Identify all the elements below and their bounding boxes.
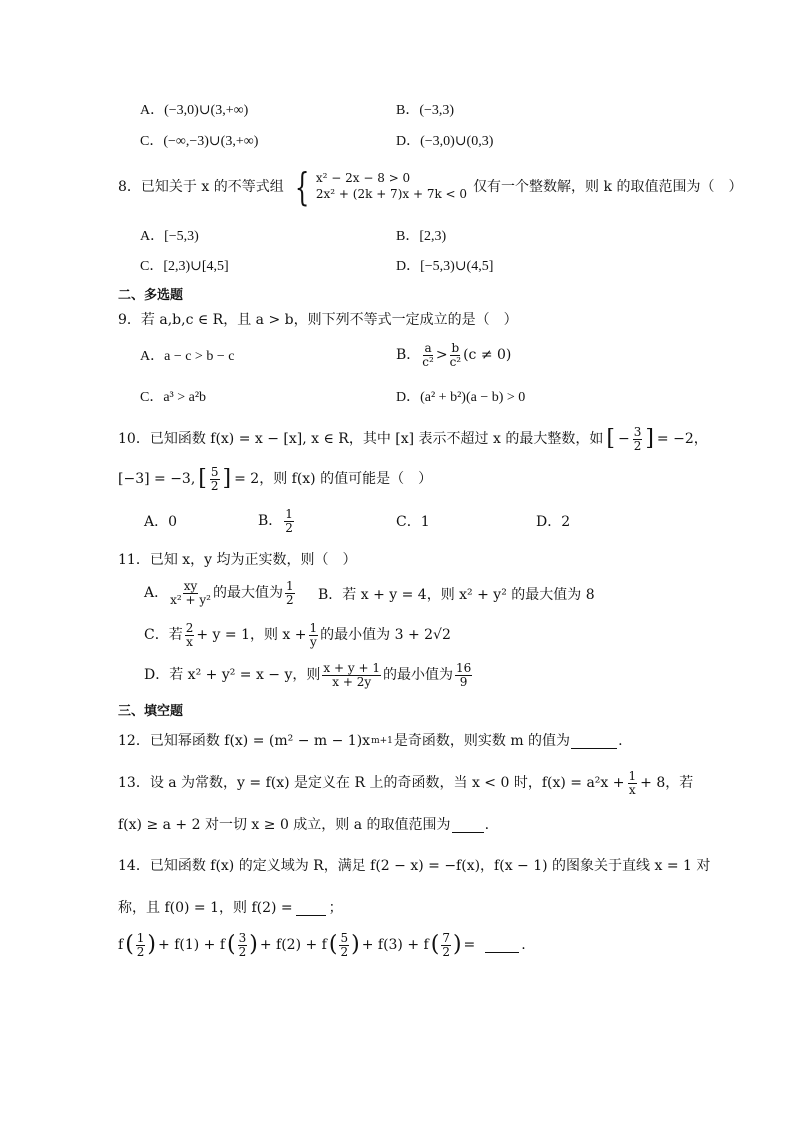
q11-a-label: A．	[144, 584, 169, 601]
q9-option-a: A．a − c > b − c	[140, 349, 235, 364]
fraction	[185, 622, 195, 648]
denominator: x	[186, 634, 193, 649]
question-10-line-1: 10．已知函数 f(x) = x − [x], x ∈ R，其中 [x] 表示不超过 x 的最大整数，如 [ − $\frac{3}{2}$ ] = −2，	[118, 425, 708, 453]
numerator: 7	[442, 931, 450, 946]
q14-end-2: .	[521, 936, 526, 953]
q10-option-b	[258, 508, 294, 534]
fraction	[441, 932, 451, 958]
q11-option-a	[144, 580, 295, 606]
answer-blank[interactable]	[452, 818, 484, 833]
sum-term: + f(2) + f	[259, 936, 327, 953]
q8-post: 仅有一个整数解，则 k 的取值范围为（ ）	[473, 178, 743, 195]
numerator: 1	[136, 931, 145, 946]
left-brace-icon: {	[294, 165, 310, 209]
fraction	[170, 580, 211, 606]
fraction	[339, 932, 349, 958]
q9-b-condition: (c ≠ 0)	[463, 346, 512, 363]
denominator: y	[309, 634, 317, 649]
q11-d-text: 的最小值为	[382, 666, 453, 683]
numerator: 5	[340, 931, 349, 946]
q10-text-2: = −2，	[656, 430, 708, 447]
numerator: b	[451, 341, 460, 355]
numerator: x + y + 1	[323, 661, 380, 675]
fraction	[238, 932, 248, 958]
q9-b-label: B．	[396, 346, 421, 363]
q8-option-d: D．[−5,3)∪(4,5]	[396, 259, 494, 274]
question-14-line-2	[118, 900, 343, 917]
q14-text-1: 称，且 f(0) = 1，则 f(2) =	[118, 900, 293, 916]
answer-blank[interactable]	[485, 938, 519, 953]
numerator: 2	[185, 621, 194, 635]
q7-option-d: D．(−3,0)∪(0,3)	[396, 134, 494, 149]
q8-pre: 8．已知关于 x 的不等式组	[118, 178, 284, 195]
question-11-stem: 11．已知 x，y 均为正实数，则（ ）	[118, 552, 357, 568]
q10-text-1: 10．已知函数 f(x) = x − [x], x ∈ R，其中 [x] 表示不超过 x 的最大整数，如	[118, 430, 604, 447]
question-14-line-1: 14．已知函数 f(x) 的定义域为 R，满足 f(2 − x) = −f(x)，f(x − 1) 的图象关于直线 x = 1 对	[118, 858, 711, 874]
numerator: 1	[628, 769, 637, 783]
system-line-1: x² − 2x − 8 > 0	[315, 171, 411, 186]
sum-term: f	[118, 936, 124, 953]
denominator: 2	[340, 944, 349, 959]
section-heading-multi-choice: 二、多选题	[118, 288, 184, 303]
denominator: 2	[442, 944, 450, 959]
question-10-line-2: [−3] = −3, [ $\frac{5}{2}$ ] = 2，则 f(x) 的值可能是（ ）	[118, 465, 433, 493]
q10-option-c: C．1	[396, 514, 430, 530]
q10-b-label: B．	[258, 512, 283, 529]
numerator: a	[424, 341, 432, 355]
fraction	[210, 466, 220, 492]
inequality-system	[290, 165, 468, 209]
q11-option-c	[144, 622, 451, 648]
numerator: 3	[633, 425, 642, 440]
denominator: 2	[285, 520, 293, 535]
system-line-2: 2x² + (2k + 7)x + 7k < 0	[315, 187, 468, 201]
q10-text-3: [−3] = −3,	[118, 470, 196, 487]
denominator: 2	[210, 478, 219, 493]
q11-c-text-2: 的最小值为 3 + 2√2	[320, 626, 451, 643]
question-8-stem	[118, 165, 743, 209]
q13-text-2: + 8，若	[640, 774, 694, 791]
q7-option-b: B．(−3,3)	[396, 103, 455, 118]
sum-term: + f(1) + f	[158, 936, 226, 953]
q8-option-b: B．[2,3)	[396, 229, 447, 244]
section-heading-fill-blank: 三、填空题	[118, 704, 184, 719]
q10-option-d: D．2	[536, 514, 571, 530]
denominator: c²	[449, 354, 462, 369]
numerator: 3	[238, 931, 247, 946]
q10-option-a: A．0	[144, 514, 178, 530]
q9-option-d: D．(a² + b²)(a − b) > 0	[396, 390, 526, 405]
q11-option-b: B．若 x + y = 4，则 x² + y² 的最大值为 8	[318, 587, 595, 603]
fraction	[455, 662, 472, 688]
fraction	[285, 580, 295, 606]
numerator: 16	[455, 661, 472, 675]
q7-option-c: C．(−∞,−3)∪(3,+∞)	[140, 134, 259, 149]
question-12	[118, 733, 623, 750]
question-13-line-1	[118, 770, 693, 796]
question-9-stem: 9．若 a,b,c ∈ R，且 a > b，则下列不等式一定成立的是（ ）	[118, 312, 518, 328]
answer-blank[interactable]	[571, 734, 617, 749]
question-13-line-2	[118, 817, 489, 834]
q11-a-text: 的最大值为	[212, 584, 283, 601]
q8-option-c: C．[2,3)∪[4,5]	[140, 259, 229, 274]
fraction	[422, 342, 434, 368]
denominator: 9	[459, 674, 468, 689]
q11-d-label: D．若 x² + y² = x − y，则	[144, 666, 321, 683]
denominator: 2	[238, 944, 247, 959]
sum-term: + f(3) + f	[361, 936, 429, 953]
answer-blank[interactable]	[296, 901, 326, 916]
denominator: x	[628, 782, 636, 797]
fraction	[450, 342, 462, 368]
q12-text-1: 12．已知幂函数 f(x) = (m² − m − 1)x	[118, 733, 371, 749]
denominator: 2	[633, 438, 642, 453]
q12-exponent: m+1	[371, 736, 393, 746]
denominator: 2	[136, 944, 145, 959]
q11-c-text: + y = 1，则 x +	[196, 626, 307, 643]
q11-c-label: C．若	[144, 626, 183, 643]
q13-text-1: 13．设 a 为常数，y = f(x) 是定义在 R 上的奇函数，当 x < 0 时，f(x) = a²x +	[118, 774, 625, 791]
fraction	[309, 622, 319, 648]
q9-option-b: B． $\frac{a}{\text{c²}}$ > $\frac{b}{\text{c²}}$ (c ≠ 0)	[396, 341, 512, 369]
numerator: 1	[285, 507, 293, 521]
q9-option-c: C．a³ > a²b	[140, 390, 207, 405]
q8-option-a: A．[−5,3)	[140, 229, 199, 244]
fraction	[322, 662, 381, 688]
denominator: x² + y²	[170, 592, 211, 607]
q10-text-4: = 2，则 f(x) 的值可能是（ ）	[234, 470, 433, 487]
q7-option-a: A．(−3,0)∪(3,+∞)	[140, 103, 249, 118]
numerator: 5	[210, 465, 219, 480]
q13-end: .	[484, 817, 490, 833]
q12-end: .	[618, 733, 623, 749]
fraction	[628, 770, 638, 796]
q11-option-d	[144, 662, 472, 688]
fraction	[136, 932, 146, 958]
question-14-sum-expression: f ( $\frac{1}{2}$ ) + f(1) + f ( $\frac{3}{2}$ ) + f(2) + f ( $\frac{5}{2}$ ) + f(3) + f ( $\frac{7}{2}$ ) = .	[118, 931, 526, 959]
fraction	[284, 508, 294, 534]
fraction	[633, 426, 643, 452]
numerator: xy	[183, 579, 198, 593]
numerator: 1	[285, 579, 294, 593]
denominator: 2	[285, 592, 294, 607]
q13-text-3: f(x) ≥ a + 2 对一切 x ≥ 0 成立，则 a 的取值范围为	[118, 817, 451, 833]
q12-text-2: 是奇函数，则实数 m 的值为	[393, 733, 571, 749]
q14-end: ；	[328, 900, 343, 916]
denominator: c²	[422, 354, 434, 369]
sum-equals: =	[463, 936, 476, 953]
denominator: x + 2y	[332, 674, 372, 689]
numerator: 1	[309, 621, 318, 635]
